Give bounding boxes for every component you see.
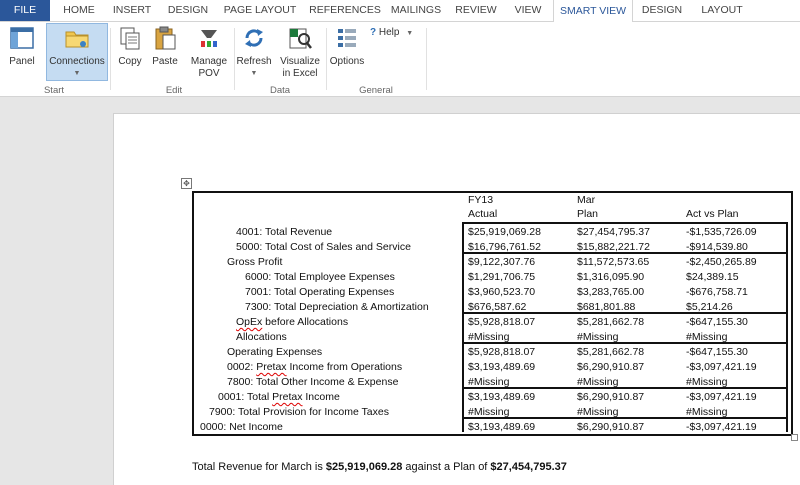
- cell-plan[interactable]: $1,316,095.90: [577, 271, 645, 283]
- manage-pov-button[interactable]: [188, 24, 230, 80]
- row-label: 0000: Net Income: [200, 421, 283, 433]
- tab-view[interactable]: VIEW: [514, 4, 542, 16]
- grid-divider: [462, 417, 788, 419]
- cell-actual[interactable]: $25,919,069.28: [468, 226, 541, 238]
- grid-divider: [462, 387, 788, 389]
- group-start-label: Start: [43, 85, 65, 96]
- ribbon-separator: [426, 28, 427, 90]
- cell-actual[interactable]: $5,928,818.07: [468, 346, 536, 358]
- paste-clipboard-icon: [151, 24, 179, 52]
- row-label: 7001: Total Operating Expenses: [245, 286, 395, 298]
- cell-variance[interactable]: #Missing: [686, 376, 728, 388]
- panel-icon: [8, 24, 36, 52]
- cell-actual[interactable]: $16,796,761.52: [468, 241, 541, 253]
- row-label: 4001: Total Revenue: [236, 226, 333, 238]
- copy-button[interactable]: [114, 24, 146, 68]
- smart-view-grid-table[interactable]: [192, 191, 793, 436]
- tab-home[interactable]: HOME: [63, 4, 95, 16]
- cell-actual[interactable]: $1,291,706.75: [468, 271, 536, 283]
- summary-middle: against a Plan of: [402, 461, 491, 473]
- cell-variance[interactable]: $24,389.15: [686, 271, 739, 283]
- row-label: 7900: Total Provision for Income Taxes: [209, 406, 389, 418]
- cell-actual[interactable]: #Missing: [468, 406, 510, 418]
- cell-plan[interactable]: $11,572,573.65: [577, 256, 650, 268]
- cell-plan[interactable]: #Missing: [577, 406, 619, 418]
- header-scenario-variance: Act vs Plan: [686, 208, 739, 220]
- group-data-label: Data: [269, 85, 291, 96]
- visualize-label-line1: Visualize: [280, 56, 320, 67]
- row-label-part: 0001: Total: [218, 391, 273, 403]
- cell-plan[interactable]: #Missing: [577, 331, 619, 343]
- connections-button[interactable]: [46, 23, 108, 81]
- chevron-down-icon: ▼: [250, 70, 258, 77]
- cell-variance[interactable]: -$3,097,421.19: [686, 391, 757, 403]
- group-general-label: General: [359, 85, 393, 96]
- cell-plan[interactable]: $5,281,662.78: [577, 316, 645, 328]
- row-label-part: OpEx: [236, 316, 263, 328]
- row-label: Allocations: [236, 331, 287, 343]
- table-resize-handle[interactable]: [791, 434, 798, 441]
- refresh-icon: [240, 24, 268, 52]
- row-label: 7800: Total Other Income & Expense: [227, 376, 399, 388]
- cell-variance[interactable]: -$676,758.71: [686, 286, 748, 298]
- copy-label: Copy: [118, 56, 142, 67]
- header-scenario-actual: Actual: [468, 208, 498, 220]
- cell-plan[interactable]: $6,290,910.87: [577, 421, 645, 433]
- cell-plan[interactable]: #Missing: [577, 376, 619, 388]
- help-button[interactable]: [370, 27, 413, 38]
- row-label: [227, 361, 402, 374]
- refresh-label: Refresh: [236, 56, 272, 67]
- connections-label: Connections: [49, 56, 105, 67]
- cell-variance[interactable]: -$647,155.30: [686, 346, 748, 358]
- row-label: [218, 391, 340, 404]
- cell-actual[interactable]: $9,122,307.76: [468, 256, 536, 268]
- grid-divider: [462, 222, 788, 224]
- summary-prefix: Total Revenue for March is: [192, 461, 326, 473]
- tab-file[interactable]: FILE: [0, 0, 50, 21]
- tab-design[interactable]: DESIGN: [167, 4, 209, 16]
- document-page[interactable]: [113, 113, 800, 485]
- summary-plan-value: $27,454,795.37: [490, 461, 567, 473]
- row-label: [236, 316, 348, 329]
- ribbon-separator: [110, 28, 111, 90]
- cell-actual[interactable]: #Missing: [468, 331, 510, 343]
- cell-plan[interactable]: $3,283,765.00: [577, 286, 645, 298]
- panel-button[interactable]: [4, 24, 40, 68]
- tab-table-design[interactable]: DESIGN: [641, 4, 683, 16]
- row-label-part: Pretax: [256, 361, 287, 373]
- help-icon: ?: [370, 27, 377, 38]
- grid-divider: [462, 342, 788, 344]
- panel-label: Panel: [9, 56, 35, 67]
- summary-actual-value: $25,919,069.28: [325, 461, 403, 473]
- ribbon-tab-bar: [0, 0, 800, 22]
- row-label: Operating Expenses: [227, 346, 323, 358]
- cell-plan[interactable]: $681,801.88: [577, 301, 636, 313]
- refresh-button[interactable]: [236, 24, 272, 80]
- cell-actual[interactable]: #Missing: [468, 376, 510, 388]
- cell-variance[interactable]: #Missing: [686, 331, 728, 343]
- visualize-in-excel-button[interactable]: [278, 24, 322, 80]
- manage-pov-label-line2: POV: [198, 68, 220, 79]
- cell-variance[interactable]: -$3,097,421.19: [686, 361, 757, 373]
- visualize-label-line2: in Excel: [282, 68, 318, 79]
- tab-references[interactable]: REFERENCES: [309, 4, 381, 16]
- ribbon-separator: [326, 28, 327, 90]
- tab-smart-view[interactable]: SMART VIEW: [553, 0, 633, 23]
- row-label-part: Income from Operations: [286, 361, 403, 373]
- group-edit-label: Edit: [165, 85, 183, 96]
- row-label: 7300: Total Depreciation & Amortization: [245, 301, 429, 313]
- cell-actual[interactable]: $3,193,489.69: [468, 361, 536, 373]
- cell-actual[interactable]: $3,960,523.70: [468, 286, 536, 298]
- chevron-down-icon: ▼: [73, 70, 81, 77]
- cell-plan[interactable]: $6,290,910.87: [577, 361, 645, 373]
- paste-label: Paste: [152, 56, 178, 67]
- paste-button[interactable]: [148, 24, 182, 68]
- cell-variance[interactable]: $5,214.26: [686, 301, 733, 313]
- header-scenario-plan: Plan: [577, 208, 599, 220]
- options-icon: [333, 24, 361, 52]
- cell-variance[interactable]: -$914,539.80: [686, 241, 748, 253]
- row-label-part: Pretax: [272, 391, 303, 403]
- cell-plan[interactable]: $15,882,221.72: [577, 241, 650, 253]
- document-canvas: [0, 97, 800, 484]
- header-year: FY13: [468, 194, 494, 206]
- cell-plan[interactable]: $27,454,795.37: [577, 226, 650, 238]
- chevron-down-icon: ▼: [406, 30, 414, 37]
- tab-insert[interactable]: INSERT: [112, 4, 152, 16]
- tab-review[interactable]: REVIEW: [455, 4, 497, 16]
- cell-actual[interactable]: $676,587.62: [468, 301, 527, 313]
- cell-variance[interactable]: #Missing: [686, 406, 728, 418]
- options-button[interactable]: [328, 24, 366, 68]
- row-label-part: 0002:: [227, 361, 257, 373]
- ribbon-separator: [234, 28, 235, 90]
- manage-pov-label-line1: Manage: [190, 56, 228, 67]
- table-move-handle-icon[interactable]: ✥: [181, 178, 192, 189]
- cell-variance[interactable]: -$2,450,265.89: [686, 256, 757, 268]
- cell-actual[interactable]: $3,193,489.69: [468, 391, 536, 403]
- summary-sentence: [192, 461, 567, 473]
- header-period: Mar: [577, 194, 596, 206]
- excel-visualize-icon: [286, 24, 314, 52]
- tab-table-layout[interactable]: LAYOUT: [701, 4, 743, 16]
- help-label: Help: [378, 27, 400, 38]
- manage-pov-icon: [195, 24, 223, 52]
- tab-page-layout[interactable]: PAGE LAYOUT: [223, 4, 297, 16]
- cell-actual[interactable]: $3,193,489.69: [468, 421, 536, 433]
- cell-actual[interactable]: $5,928,818.07: [468, 316, 536, 328]
- row-label: Gross Profit: [227, 256, 283, 268]
- row-label-part: before Allocations: [262, 316, 349, 328]
- cell-variance[interactable]: -$647,155.30: [686, 316, 748, 328]
- cell-plan[interactable]: $6,290,910.87: [577, 391, 645, 403]
- folder-connections-icon: [63, 24, 91, 52]
- row-label-part: Income: [302, 391, 340, 403]
- row-label: 5000: Total Cost of Sales and Service: [236, 241, 411, 253]
- cell-variance[interactable]: -$3,097,421.19: [686, 421, 757, 433]
- options-label: Options: [329, 56, 365, 67]
- cell-variance[interactable]: -$1,535,726.09: [686, 226, 757, 238]
- ribbon: [0, 22, 800, 97]
- cell-plan[interactable]: $5,281,662.78: [577, 346, 645, 358]
- copy-icon: [116, 24, 144, 52]
- tab-mailings[interactable]: MAILINGS: [390, 4, 442, 16]
- row-label: 6000: Total Employee Expenses: [245, 271, 395, 283]
